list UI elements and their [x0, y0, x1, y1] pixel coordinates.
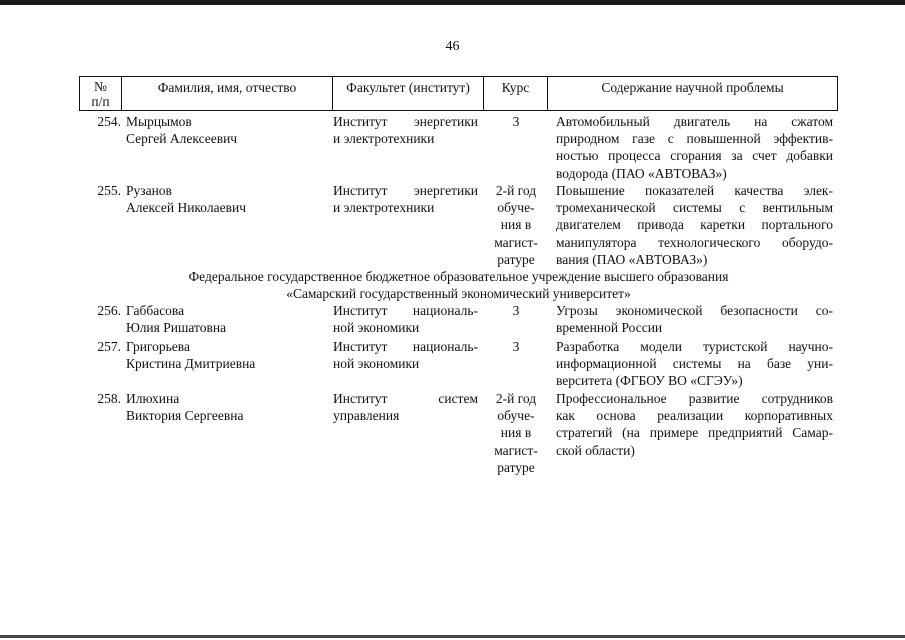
name-line: Илюхина	[126, 391, 180, 406]
course-line: 3	[512, 303, 520, 318]
table-header	[79, 76, 838, 111]
top-scan-border	[0, 0, 905, 5]
name-line: Рузанов	[126, 183, 172, 198]
content-line: двигателем привода каретки портального	[556, 217, 833, 233]
faculty-line: Институт националь-	[333, 339, 478, 354]
faculty	[333, 113, 478, 147]
content-line: Разработка модели туристской научно-	[556, 339, 833, 354]
content-line: информационной системы на базе уни-	[556, 356, 833, 372]
course-line: магист-	[494, 442, 538, 458]
content-line: водорода (ПАО «АВТОВАЗ»)	[556, 165, 727, 181]
header-content: Содержание научной проблемы	[547, 77, 838, 110]
organization-line: Федеральное государственное бюджетное образовательное учреждение высшего образования	[188, 269, 729, 284]
content-line: ностью процесса сгорания за счет добавки	[556, 148, 833, 164]
organization-line: «Самарский государственный экономический университет»	[286, 286, 631, 302]
header-num	[79, 77, 121, 110]
problem-content	[556, 302, 833, 336]
name-line: Григорьева	[126, 339, 190, 354]
name-line: Виктория Сергеевна	[126, 408, 244, 424]
faculty-line: ной экономики	[333, 320, 420, 336]
course-line: 3	[512, 339, 520, 354]
row-number: 254.	[97, 114, 121, 129]
course	[484, 338, 548, 355]
faculty-line: Институт националь-	[333, 303, 478, 318]
row-number: 258.	[97, 391, 121, 406]
content-line: Автомобильный двигатель на сжатом	[556, 114, 833, 129]
name-line: Сергей Алексеевич	[126, 131, 238, 147]
organization-heading	[79, 268, 838, 302]
student-name	[126, 182, 331, 216]
content-line: верситета (ФГБОУ ВО «СГЭУ»)	[556, 373, 743, 389]
problem-content	[556, 113, 833, 182]
name-line: Алексей Николаевич	[126, 200, 246, 216]
faculty-line: Институт энергетики	[333, 183, 478, 198]
course	[484, 182, 548, 268]
header-num-line: №	[94, 79, 107, 94]
row-number: 256.	[97, 303, 121, 318]
header-course: Курс	[483, 77, 547, 110]
content-line: временной России	[556, 320, 663, 336]
faculty	[333, 302, 478, 336]
course-line: ния в	[500, 425, 532, 441]
content-line: как основа реализации корпоративных	[556, 408, 833, 424]
course-line: 2-й год	[495, 391, 537, 406]
course	[484, 113, 548, 130]
faculty	[333, 338, 478, 372]
problem-content	[556, 182, 833, 268]
row-number: 255.	[97, 183, 121, 198]
name-line: Мырцымов	[126, 114, 192, 129]
course-line: 2-й год	[495, 183, 537, 198]
bottom-scan-border	[0, 635, 905, 638]
content-line: стратегий (на примере предприятий Самар-	[556, 425, 833, 441]
content-line: манипулятора технологического оборудо-	[556, 234, 833, 250]
content-line: природном газе с повышенной эффектив-	[556, 131, 833, 147]
faculty-line: и электротехники	[333, 200, 435, 216]
content-line: ской области)	[556, 442, 635, 458]
content-line: Повышение показателей качества элек-	[556, 183, 833, 198]
faculty-line: управления	[333, 408, 400, 424]
course-line: ния в	[500, 217, 532, 233]
faculty-line: и электротехники	[333, 131, 435, 147]
header-faculty: Факультет (институт)	[332, 77, 483, 110]
problem-content	[556, 390, 833, 459]
content-line: тромеханической системы с вентильным	[556, 200, 833, 216]
course-line: 3	[512, 114, 520, 129]
student-name	[126, 302, 331, 336]
faculty-line: ной экономики	[333, 356, 420, 372]
row-number: 257.	[97, 339, 121, 354]
course	[484, 302, 548, 319]
page-number: 46	[445, 39, 460, 54]
faculty-line: Институт систем	[333, 391, 478, 406]
content-line: вания (ПАО «АВТОВАЗ»)	[556, 251, 708, 267]
student-name	[126, 390, 331, 424]
content-line: Угрозы экономической безопасности со-	[556, 303, 833, 318]
student-name	[126, 338, 331, 372]
course	[484, 390, 548, 476]
header-num-line: п/п	[91, 94, 110, 109]
name-line: Юлия Ришатовна	[126, 320, 227, 336]
course-line: обуче-	[497, 200, 535, 216]
problem-content	[556, 338, 833, 390]
faculty	[333, 182, 478, 216]
name-line: Габбасова	[126, 303, 185, 318]
course-line: ратуре	[497, 251, 535, 267]
course-line: магист-	[494, 234, 538, 250]
content-line: Профессиональное развитие сотрудников	[556, 391, 833, 406]
faculty	[333, 390, 478, 424]
name-line: Кристина Дмитриевна	[126, 356, 256, 372]
course-line: обуче-	[497, 408, 535, 424]
student-name	[126, 113, 331, 147]
course-line: ратуре	[497, 459, 535, 475]
header-name: Фамилия, имя, отчество	[121, 77, 332, 110]
faculty-line: Институт энергетики	[333, 114, 478, 129]
